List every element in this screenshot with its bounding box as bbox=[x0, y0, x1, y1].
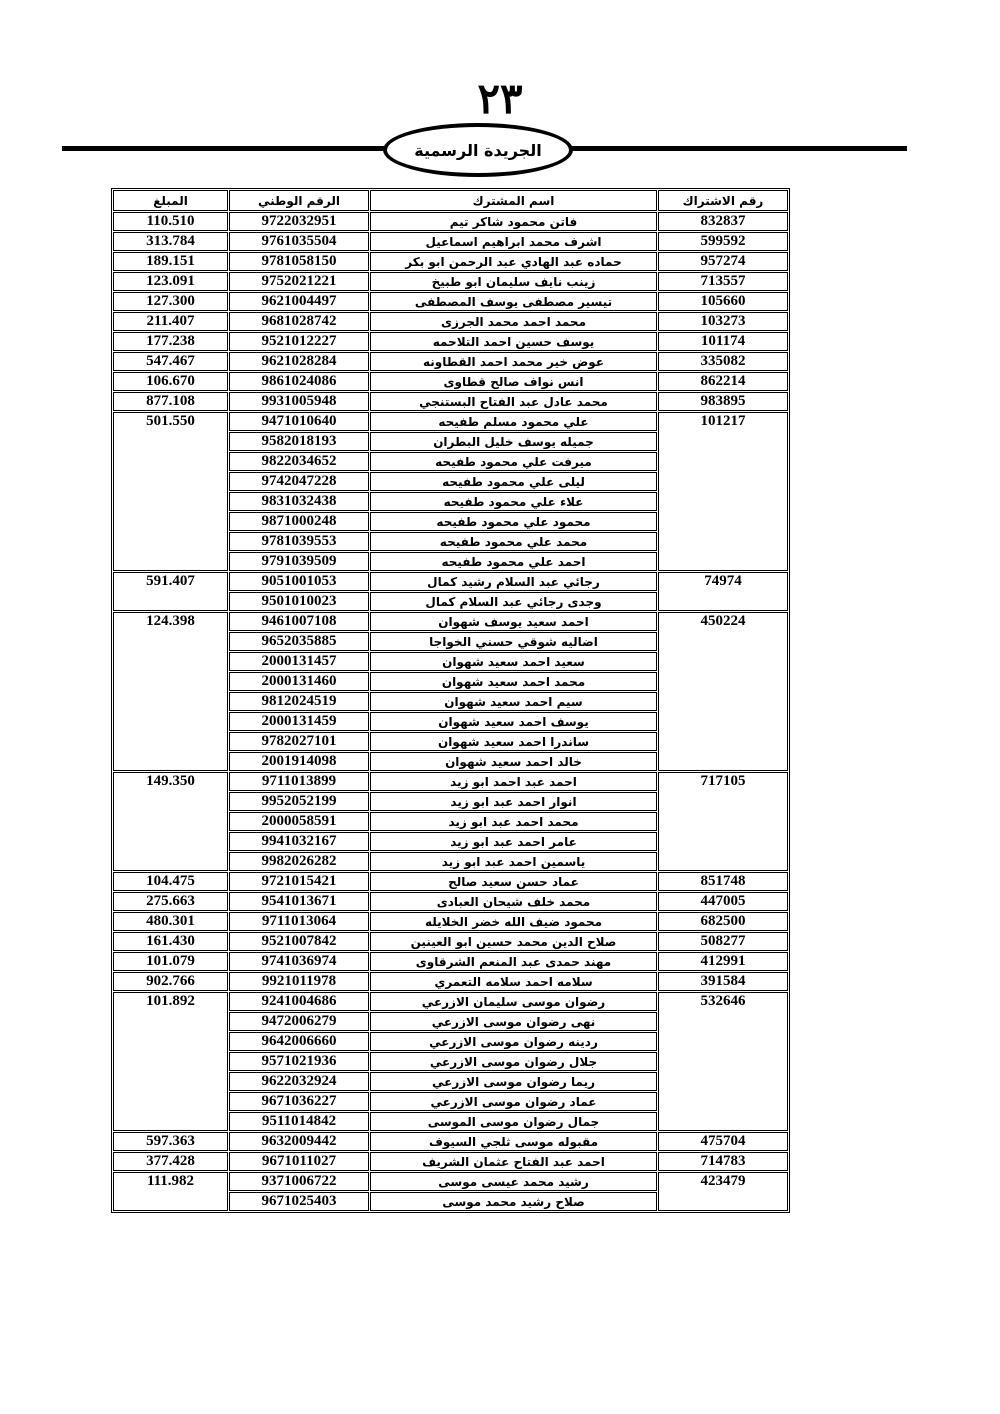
amount-cell: 149.350 bbox=[113, 772, 228, 871]
table-row bbox=[113, 312, 788, 331]
amount-cell: 123.091 bbox=[113, 272, 228, 291]
subscriber-name-cell: يوسف حسين احمد التلاحمه bbox=[370, 332, 657, 351]
column-header-amount: المبلغ bbox=[113, 190, 228, 211]
national-id-cell: 9632009442 bbox=[229, 1132, 369, 1151]
national-id-cell: 9471010640 bbox=[229, 412, 369, 431]
table-row bbox=[113, 912, 788, 931]
national-id-cell: 9642006660 bbox=[229, 1032, 369, 1051]
subscriber-name-cell: صلاح رشيد محمد موسى bbox=[370, 1192, 657, 1211]
subscription-no-cell: 717105 bbox=[658, 772, 788, 871]
table-row bbox=[113, 352, 788, 371]
subscriber-name-cell: علي محمود مسلم طفيحه bbox=[370, 412, 657, 431]
national-id-cell: 2000058591 bbox=[229, 812, 369, 831]
amount-cell: 104.475 bbox=[113, 872, 228, 891]
table-row bbox=[113, 972, 788, 991]
table-row bbox=[113, 252, 788, 271]
national-id-cell: 9781058150 bbox=[229, 252, 369, 271]
subscription-no-cell: 713557 bbox=[658, 272, 788, 291]
subscriber-name-cell: يوسف احمد سعيد شهوان bbox=[370, 712, 657, 731]
amount-cell: 189.151 bbox=[113, 252, 228, 271]
amount-cell: 501.550 bbox=[113, 412, 228, 571]
table-row bbox=[113, 952, 788, 971]
subscription-no-cell: 412991 bbox=[658, 952, 788, 971]
national-id-cell: 9741036974 bbox=[229, 952, 369, 971]
subscriber-name-cell: خالد احمد سعيد شهوان bbox=[370, 752, 657, 771]
subscriber-name-cell: جمال رضوان موسى الموسى bbox=[370, 1112, 657, 1131]
column-header-subscriber-name: اسم المشترك bbox=[370, 190, 657, 211]
subscription-no-cell: 105660 bbox=[658, 292, 788, 311]
amount-cell: 161.430 bbox=[113, 932, 228, 951]
table-row bbox=[113, 612, 788, 631]
national-id-cell: 9761035504 bbox=[229, 232, 369, 251]
page-number: ٢٣ bbox=[477, 74, 523, 123]
national-id-cell: 9501010023 bbox=[229, 592, 369, 611]
table-row bbox=[113, 932, 788, 951]
subscriber-name-cell: سعيد احمد سعيد شهوان bbox=[370, 652, 657, 671]
national-id-cell: 9921011978 bbox=[229, 972, 369, 991]
subscription-no-cell: 103273 bbox=[658, 312, 788, 331]
amount-cell: 597.363 bbox=[113, 1132, 228, 1151]
subscription-no-cell: 101174 bbox=[658, 332, 788, 351]
column-header-national-id: الرقم الوطني bbox=[229, 190, 369, 211]
table-row bbox=[113, 1132, 788, 1151]
subscriber-name-cell: سيم احمد سعيد شهوان bbox=[370, 692, 657, 711]
subscriber-name-cell: محمود علي محمود طفيحه bbox=[370, 512, 657, 531]
national-id-cell: 9822034652 bbox=[229, 452, 369, 471]
subscriber-name-cell: عوض خير محمد احمد القطاونه bbox=[370, 352, 657, 371]
national-id-cell: 9621004497 bbox=[229, 292, 369, 311]
amount-cell: 127.300 bbox=[113, 292, 228, 311]
national-id-cell: 9861024086 bbox=[229, 372, 369, 391]
subscriber-name-cell: ريما رضوان موسى الازرعي bbox=[370, 1072, 657, 1091]
national-id-cell: 9941032167 bbox=[229, 832, 369, 851]
amount-cell: 177.238 bbox=[113, 332, 228, 351]
amount-cell: 591.407 bbox=[113, 572, 228, 611]
subscription-no-cell: 862214 bbox=[658, 372, 788, 391]
subscriber-name-cell: رضوان موسى سليمان الازرعي bbox=[370, 992, 657, 1011]
national-id-cell: 9711013899 bbox=[229, 772, 369, 791]
amount-cell: 877.108 bbox=[113, 392, 228, 411]
subscriber-name-cell: رشيد محمد عيسى موسى bbox=[370, 1172, 657, 1191]
subscriber-name-cell: اشرف محمد ابراهيم اسماعيل bbox=[370, 232, 657, 251]
subscriber-name-cell: مقبوله موسى ثلجي السيوف bbox=[370, 1132, 657, 1151]
national-id-cell: 9812024519 bbox=[229, 692, 369, 711]
national-id-cell: 9671025403 bbox=[229, 1192, 369, 1211]
subscriber-name-cell: محمود ضيف الله خضر الخلايله bbox=[370, 912, 657, 931]
subscriber-name-cell: محمد احمد عبد ابو زيد bbox=[370, 812, 657, 831]
national-id-cell: 9521012227 bbox=[229, 332, 369, 351]
amount-cell: 101.079 bbox=[113, 952, 228, 971]
national-id-cell: 9652035885 bbox=[229, 632, 369, 651]
subscriber-name-cell: ياسمين احمد عبد ابو زيد bbox=[370, 852, 657, 871]
subscriber-name-cell: علاء علي محمود طفيحه bbox=[370, 492, 657, 511]
subscriber-name-cell: وجدى رجائي عبد السلام كمال bbox=[370, 592, 657, 611]
subscribers-table bbox=[111, 188, 790, 1213]
amount-cell: 313.784 bbox=[113, 232, 228, 251]
subscriber-name-cell: احمد عبد الفتاح عثمان الشريف bbox=[370, 1152, 657, 1171]
subscriber-name-cell: ساندرا احمد سعيد شهوان bbox=[370, 732, 657, 751]
national-id-cell: 9782027101 bbox=[229, 732, 369, 751]
national-id-cell: 9711013064 bbox=[229, 912, 369, 931]
subscriber-name-cell: محمد علي محمود طفيحه bbox=[370, 532, 657, 551]
table-row bbox=[113, 772, 788, 791]
subscription-no-cell: 714783 bbox=[658, 1152, 788, 1171]
national-id-cell: 9952052199 bbox=[229, 792, 369, 811]
subscriber-name-cell: تيسير مصطفى يوسف المصطفى bbox=[370, 292, 657, 311]
subscription-no-cell: 957274 bbox=[658, 252, 788, 271]
national-id-cell: 9241004686 bbox=[229, 992, 369, 1011]
national-id-cell: 9371006722 bbox=[229, 1172, 369, 1191]
subscription-no-cell: 423479 bbox=[658, 1172, 788, 1211]
table-row bbox=[113, 1172, 788, 1191]
table-header-row bbox=[113, 190, 788, 211]
amount-cell: 101.892 bbox=[113, 992, 228, 1131]
subscriber-name-cell: محمد احمد محمد الجرزى bbox=[370, 312, 657, 331]
subscription-no-cell: 532646 bbox=[658, 992, 788, 1131]
national-id-cell: 9742047228 bbox=[229, 472, 369, 491]
amount-cell: 110.510 bbox=[113, 212, 228, 231]
table-row bbox=[113, 372, 788, 391]
national-id-cell: 9871000248 bbox=[229, 512, 369, 531]
table-row bbox=[113, 572, 788, 591]
publication-title: الجريدة الرسمية bbox=[414, 140, 542, 160]
national-id-cell: 9051001053 bbox=[229, 572, 369, 591]
amount-cell: 111.982 bbox=[113, 1172, 228, 1211]
subscriber-name-cell: زينب نايف سليمان ابو طبيخ bbox=[370, 272, 657, 291]
national-id-cell: 9831032438 bbox=[229, 492, 369, 511]
national-id-cell: 9622032924 bbox=[229, 1072, 369, 1091]
subscriber-name-cell: عماد رضوان موسى الازرعي bbox=[370, 1092, 657, 1111]
national-id-cell: 9582018193 bbox=[229, 432, 369, 451]
national-id-cell: 9721015421 bbox=[229, 872, 369, 891]
table-row bbox=[113, 872, 788, 891]
national-id-cell: 9461007108 bbox=[229, 612, 369, 631]
subscriber-name-cell: ميرفت علي محمود طفيحه bbox=[370, 452, 657, 471]
amount-cell: 106.670 bbox=[113, 372, 228, 391]
subscriber-name-cell: محمد عادل عبد الفتاح البستنجي bbox=[370, 392, 657, 411]
table-row bbox=[113, 232, 788, 251]
amount-cell: 211.407 bbox=[113, 312, 228, 331]
subscriber-name-cell: فاتن محمود شاكر تيم bbox=[370, 212, 657, 231]
table-row bbox=[113, 1152, 788, 1171]
subscription-no-cell: 983895 bbox=[658, 392, 788, 411]
masthead-oval bbox=[383, 123, 573, 177]
national-id-cell: 2000131457 bbox=[229, 652, 369, 671]
subscriber-name-cell: جلال رضوان موسى الازرعي bbox=[370, 1052, 657, 1071]
national-id-cell: 9472006279 bbox=[229, 1012, 369, 1031]
table-row bbox=[113, 412, 788, 431]
national-id-cell: 2001914098 bbox=[229, 752, 369, 771]
national-id-cell: 9982026282 bbox=[229, 852, 369, 871]
national-id-cell: 9621028284 bbox=[229, 352, 369, 371]
subscriber-name-cell: احمد سعيد يوسف شهوان bbox=[370, 612, 657, 631]
subscriber-name-cell: احمد علي محمود طفيحه bbox=[370, 552, 657, 571]
table-body bbox=[113, 212, 788, 1211]
national-id-cell: 9671011027 bbox=[229, 1152, 369, 1171]
national-id-cell: 9521007842 bbox=[229, 932, 369, 951]
subscriber-name-cell: رجائي عبد السلام رشيد كمال bbox=[370, 572, 657, 591]
column-header-subscription-no: رقم الاشتراك bbox=[658, 190, 788, 211]
amount-cell: 547.467 bbox=[113, 352, 228, 371]
subscription-no-cell: 682500 bbox=[658, 912, 788, 931]
national-id-cell: 2000131460 bbox=[229, 672, 369, 691]
national-id-cell: 9781039553 bbox=[229, 532, 369, 551]
subscriber-name-cell: عامر احمد عبد ابو زيد bbox=[370, 832, 657, 851]
national-id-cell: 9671036227 bbox=[229, 1092, 369, 1111]
subscriber-name-cell: انوار احمد عبد ابو زيد bbox=[370, 792, 657, 811]
subscriber-name-cell: حماده عبد الهادي عبد الرحمن ابو بكر bbox=[370, 252, 657, 271]
table-row bbox=[113, 212, 788, 231]
subscriber-name-cell: محمد خلف شيحان العبادى bbox=[370, 892, 657, 911]
table-row bbox=[113, 992, 788, 1011]
subscriber-name-cell: عماد حسن سعيد صالح bbox=[370, 872, 657, 891]
subscriber-name-cell: نهى رضوان موسى الازرعي bbox=[370, 1012, 657, 1031]
subscriber-name-cell: مهند حمدى عبد المنعم الشرقاوى bbox=[370, 952, 657, 971]
amount-cell: 480.301 bbox=[113, 912, 228, 931]
subscription-no-cell: 101217 bbox=[658, 412, 788, 571]
national-id-cell: 2000131459 bbox=[229, 712, 369, 731]
subscription-no-cell: 335082 bbox=[658, 352, 788, 371]
subscriber-name-cell: احمد عبد احمد ابو زيد bbox=[370, 772, 657, 791]
table-row bbox=[113, 332, 788, 351]
amount-cell: 124.398 bbox=[113, 612, 228, 771]
national-id-cell: 9541013671 bbox=[229, 892, 369, 911]
subscription-no-cell: 391584 bbox=[658, 972, 788, 991]
subscriber-name-cell: محمد احمد سعيد شهوان bbox=[370, 672, 657, 691]
subscriber-name-cell: ليلى علي محمود طفيحه bbox=[370, 472, 657, 491]
subscription-no-cell: 447005 bbox=[658, 892, 788, 911]
subscription-no-cell: 508277 bbox=[658, 932, 788, 951]
subscriber-name-cell: جميله يوسف خليل البطران bbox=[370, 432, 657, 451]
table-row bbox=[113, 292, 788, 311]
subscription-no-cell: 599592 bbox=[658, 232, 788, 251]
subscription-no-cell: 851748 bbox=[658, 872, 788, 891]
table-row bbox=[113, 892, 788, 911]
subscriber-name-cell: انس نواف صالح قطاوى bbox=[370, 372, 657, 391]
national-id-cell: 9681028742 bbox=[229, 312, 369, 331]
subscriber-name-cell: ردينه رضوان موسى الازرعي bbox=[370, 1032, 657, 1051]
national-id-cell: 9752021221 bbox=[229, 272, 369, 291]
subscription-no-cell: 450224 bbox=[658, 612, 788, 771]
national-id-cell: 9511014842 bbox=[229, 1112, 369, 1131]
amount-cell: 275.663 bbox=[113, 892, 228, 911]
subscription-no-cell: 832837 bbox=[658, 212, 788, 231]
subscriber-name-cell: صلاح الدين محمد حسين ابو العينين bbox=[370, 932, 657, 951]
table-row bbox=[113, 272, 788, 291]
subscription-no-cell: 475704 bbox=[658, 1132, 788, 1151]
national-id-cell: 9791039509 bbox=[229, 552, 369, 571]
subscriber-name-cell: سلامه احمد سلامه التعمري bbox=[370, 972, 657, 991]
national-id-cell: 9931005948 bbox=[229, 392, 369, 411]
amount-cell: 902.766 bbox=[113, 972, 228, 991]
subscription-no-cell: 74974 bbox=[658, 572, 788, 611]
amount-cell: 377.428 bbox=[113, 1152, 228, 1171]
national-id-cell: 9722032951 bbox=[229, 212, 369, 231]
table-row bbox=[113, 392, 788, 411]
subscriber-name-cell: اضاليه شوقي حسني الخواجا bbox=[370, 632, 657, 651]
national-id-cell: 9571021936 bbox=[229, 1052, 369, 1071]
